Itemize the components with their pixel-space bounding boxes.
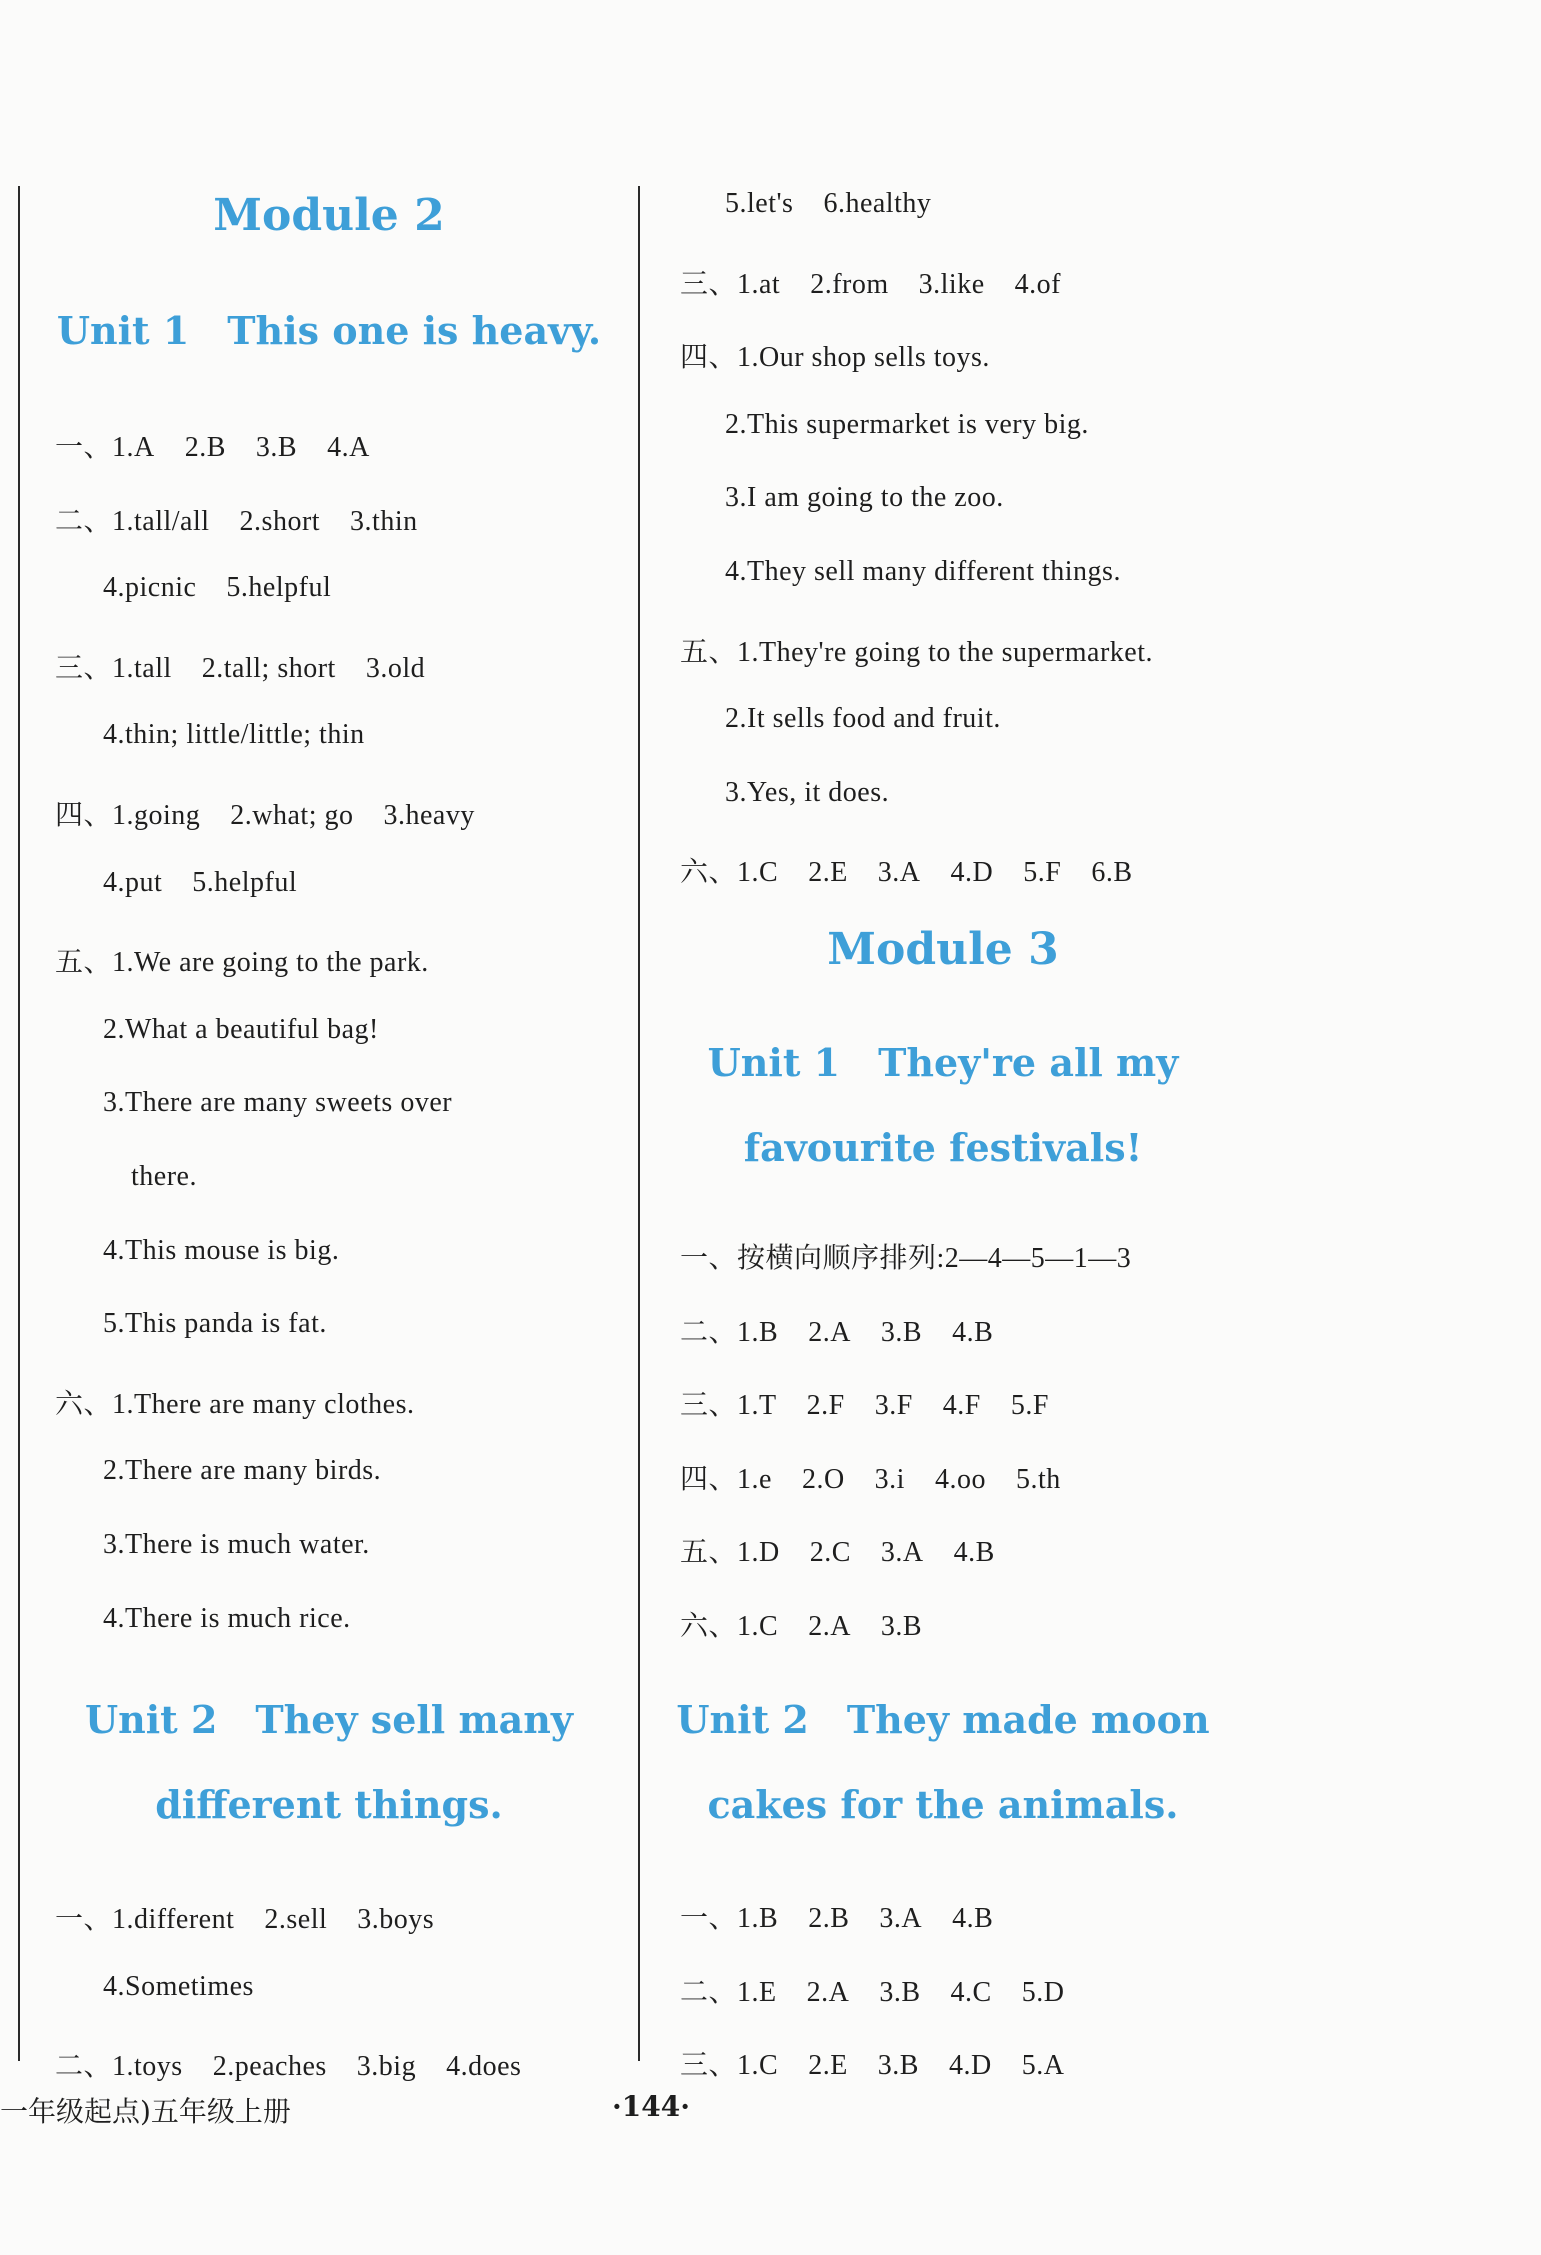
answer-item: 2.C [809,1537,851,1569]
answer-item: 一、按横向顺序排列:2—4—5—1—3 [680,1243,1132,1274]
answer-item: 一、1.A [55,432,155,463]
unit-1-heading-line1 [645,1040,1241,1085]
answer-item: 4.B [952,1903,994,1934]
answer-item: 3.There are many sweets over [103,1087,453,1119]
answer-item: 3.There is much water. [103,1529,370,1560]
answer-line [725,777,889,809]
answer-item: 5.D [1021,1976,1065,2008]
answer-item: 4.Sometimes [103,1970,254,2002]
answer-item: 2.tall; short [201,652,336,684]
answer-item: 三、1.C [680,2050,779,2082]
answer-item: 2.E [808,2050,848,2082]
answer-line [725,482,1004,514]
answer-item: 4.C [950,1976,992,2008]
answer-item: 3.Yes, it does. [725,776,890,808]
answer-item: 2.peaches [212,2051,327,2083]
answer-line [680,1457,1061,1497]
answer-item: 4.They sell many different things. [725,556,1121,587]
answer-line [55,2044,521,2084]
answer-line [103,867,297,899]
answer-item: 3.old [365,652,426,684]
answer-item: 四、1.Our shop sells toys. [680,342,990,374]
module-3-title: Module 3 [827,924,1059,975]
answer-item: 5.A [1021,2050,1065,2082]
grade-footer: 一年级起点)五年级上册 [0,2095,291,2128]
answer-item: 5.This panda is fat. [103,1308,327,1340]
answer-line [680,1310,993,1350]
answer-item: 2.B [808,1903,850,1934]
answer-item: 2.A [806,1976,850,2008]
answer-line [103,1014,379,1046]
answer-line [680,1530,995,1570]
unit-title: They're all my [878,1040,1179,1085]
answer-item: 三、1.T [680,1390,777,1422]
answer-item: 3.F [874,1390,913,1422]
answer-line [103,1087,452,1119]
answer-item: 2.F [806,1390,845,1422]
answer-line [680,850,1133,890]
answer-item: 2.sell [264,1904,328,1935]
answer-item: 4.D [950,857,994,889]
answer-item: 4.F [942,1390,981,1422]
center-column-rule [638,186,640,2061]
answer-item: there. [131,1161,197,1192]
answer-line [55,1382,414,1422]
answer-item: 3.like [918,268,985,300]
unit-2-heading-line2: cakes for the animals. [707,1782,1179,1827]
answer-item: 2.what; go [230,800,354,831]
answer-item: 2.A [808,1611,851,1642]
answer-item: 2.It sells food and fruit. [725,703,1001,735]
answer-line [131,1161,197,1193]
answer-item: 3.heavy [383,800,475,831]
answer-item: 2.What a beautiful bag! [103,1013,379,1045]
answer-item: 3.B [879,1976,921,2008]
answer-item: 2.O [801,1463,845,1495]
answer-line [680,2043,1064,2083]
answer-item: 4.thin; little/little; thin [103,719,365,751]
answer-line [680,1896,993,1936]
answer-line [680,1236,1131,1276]
unit-2-heading-line1 [645,1697,1241,1742]
answer-item: 2.short [239,505,321,537]
answer-item: 一、1.B [680,1903,779,1934]
answer-item: 4.put [103,866,163,898]
answer-line [680,630,1153,670]
answer-item: 5.let's [725,188,794,219]
answer-line [103,1971,254,2003]
answer-line [680,1383,1049,1423]
unit-1-heading [20,308,638,353]
answer-item: 二、1.toys [55,2051,183,2083]
answer-item: 3.A [877,857,921,889]
answer-line [55,646,425,686]
module-2-title: Module 2 [213,190,445,241]
answer-line [103,1235,339,1267]
answer-item: 4.B [953,1537,995,1569]
answer-item: 5.F [1010,1390,1049,1422]
answer-item: 4.A [327,432,370,463]
answer-line [725,703,1001,735]
answer-item: 5.th [1015,1463,1061,1495]
answer-item: 6.healthy [823,188,932,219]
answer-line [55,793,475,833]
answer-item: 五、1.They're going to the supermarket. [680,636,1153,668]
answer-item: 2.E [808,857,848,889]
answer-item: 六、1.C [680,1611,779,1642]
answer-line [103,1603,351,1635]
answer-line [680,1970,1064,2010]
answer-line [103,719,365,751]
page-number: ·144· [612,2090,690,2123]
answer-item: 3.boys [357,1904,435,1935]
answer-item: 2.from [810,268,889,300]
answer-item: 三、1.tall [55,652,172,684]
unit-label: Unit 1 [707,1040,841,1085]
answer-item: 3.i [874,1463,905,1495]
answer-item: 4.does [446,2051,522,2083]
answer-item: 4.This mouse is big. [103,1234,340,1266]
answer-item: 六、1.C [680,857,779,889]
answer-line [103,1529,370,1561]
unit-title: They made moon [846,1697,1210,1742]
answer-item: 4.D [948,2050,992,2082]
answer-item: 3.B [877,2050,919,2082]
answer-line [725,556,1121,588]
answer-item: 二、1.B [680,1316,779,1348]
answer-item: 3.A [880,1537,924,1569]
answer-item: 五、1.D [680,1537,780,1569]
answer-item: 二、1.tall/all [55,505,210,537]
answer-line [725,409,1089,441]
answer-item: 4.oo [934,1463,986,1495]
answer-line [725,188,931,220]
answer-line [680,1604,922,1644]
answer-item: 5.helpful [226,572,332,604]
answer-item: 2.B [184,432,226,463]
answer-item: 2.There are many birds. [103,1455,382,1487]
answer-item: 2.This supermarket is very big. [725,408,1089,440]
unit-2-heading-line1 [20,1697,638,1742]
answer-item: 四、1.e [680,1463,772,1495]
unit-2-heading-line2: different things. [155,1782,503,1827]
unit-title: This one is heavy. [227,308,602,353]
answer-item: 二、1.E [680,1976,777,2008]
left-column-rule [18,186,20,2061]
answer-item: 4.There is much rice. [103,1602,351,1634]
answer-item: 3.B [255,432,298,463]
answer-line [103,1308,327,1340]
answer-item: 4.B [952,1316,994,1348]
answer-item: 3.B [880,1611,923,1642]
answer-line [55,425,370,465]
answer-line [55,1897,434,1937]
answer-line [103,1455,381,1487]
answer-item: 5.helpful [192,866,298,898]
answer-line [680,335,990,375]
answer-item: 一、1.different [55,1904,235,1935]
answer-item: 2.A [808,1316,851,1348]
answer-item: 6.B [1091,857,1133,889]
unit-title: They sell many [255,1697,574,1742]
unit-label: Unit 2 [676,1697,809,1742]
answer-item: 六、1.There are many clothes. [55,1388,415,1420]
answer-item: 四、1.going [55,800,201,831]
answer-item: 3.thin [350,505,418,537]
answer-line [55,499,418,539]
answer-line [680,262,1061,302]
answer-item: 3.I am going to the zoo. [725,482,1004,514]
answer-item: 3.A [879,1903,923,1934]
answer-item: 3.big [356,2051,417,2083]
unit-label: Unit 2 [84,1697,218,1742]
answer-item: 5.F [1023,857,1062,889]
answer-line [103,572,331,604]
unit-1-heading-line2: favourite festivals! [743,1125,1143,1170]
answer-item: 3.B [880,1316,923,1348]
unit-label: Unit 1 [56,308,190,353]
answer-item: 4.of [1014,268,1061,300]
answer-item: 4.picnic [103,572,197,604]
answer-item: 三、1.at [680,268,781,300]
answer-item: 五、1.We are going to the park. [55,947,429,979]
answer-line [55,940,429,980]
